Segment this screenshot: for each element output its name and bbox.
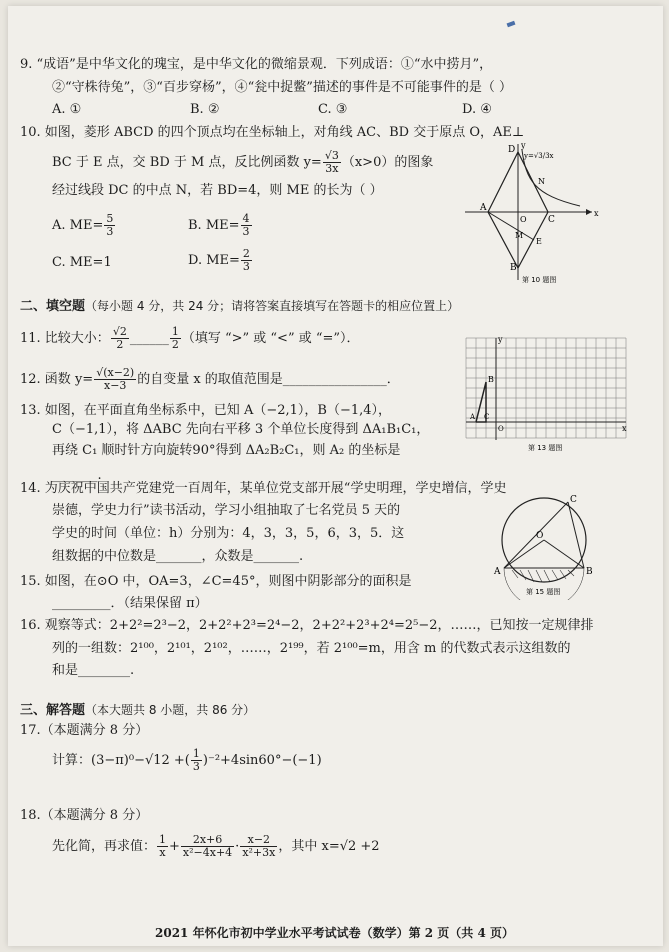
q15-line2: _________．（结果保留 π） (52, 596, 208, 611)
q9-line2: ②“守株待兔”，③“百步穿杨”，④“瓮中捉鳖”描述的事件是不可能事件的是（ ） (52, 80, 513, 95)
q14-line4: 组数据的中位数是_______，众数是_______. (52, 549, 304, 564)
section2-heading: 二、填空题（每小题 4 分，共 24 分；请将答案直接填写在答题卡的相应位置上） (20, 299, 460, 314)
svg-text:B: B (488, 375, 494, 384)
q17-head: 17.（本题满分 8 分） (20, 723, 149, 738)
q10-option-c: C. ME=1 (52, 255, 112, 270)
svg-text:x: x (622, 424, 627, 433)
svg-text:B: B (510, 263, 517, 273)
svg-text:O: O (520, 215, 527, 224)
svg-text:C: C (484, 413, 490, 421)
q14-line3: 学史的时间（单位：h）分别为：4，3，3，5，6，3，5．这 (52, 526, 405, 541)
q10-fraction: $\frac{√3}{3x}$ (324, 149, 339, 175)
svg-text:O: O (498, 425, 504, 433)
svg-text:y: y (498, 335, 503, 344)
figure-10-caption: 第 10 题图 (522, 276, 557, 284)
figure-10-rhombus (460, 140, 600, 290)
q16-line2: 列的一组数：2¹⁰⁰，2¹⁰¹，2¹⁰²，……，2¹⁹⁹，若 2¹⁰⁰=m，用含 m 的代数式表示这组数的 (52, 641, 571, 656)
q13-line4: _______. (52, 468, 102, 483)
figure-13-grid (462, 332, 632, 454)
q9-option-c: C. ③ (318, 102, 348, 117)
q13-line2: C（−1,1），将 ΔABC 先向右平移 3 个单位长度得到 ΔA₁B₁C₁， (52, 422, 430, 437)
q13-line3: 再绕 C₁ 顺时针方向旋转90°得到 ΔA₂B₂C₁，则 A₂ 的坐标是 (52, 443, 401, 458)
q15-line1: 15. 如图，在⊙O 中，OA=3，∠C=45°，则图中阴影部分的面积是 (20, 574, 412, 589)
svg-text:C: C (570, 495, 577, 505)
section3-heading: 三、解答题（本大题共 8 小题，共 86 分） (20, 703, 256, 718)
q18-head: 18.（本题满分 8 分） (20, 808, 149, 823)
q16-line3: 和是________. (52, 663, 135, 678)
svg-text:y: y (521, 141, 526, 150)
svg-text:A: A (470, 413, 476, 421)
svg-text:N: N (538, 177, 545, 186)
svg-text:y=√3/3x: y=√3/3x (524, 152, 554, 160)
svg-text:x: x (594, 209, 599, 218)
page-footer: 2021 年怀化市初中学业水平考试试卷（数学）第 2 页（共 4 页） (155, 926, 514, 940)
q14-line2: 崇德，学史力行”读书活动，学习小组抽取了七名党员 5 天的 (52, 503, 401, 518)
q10-option-d: D. ME= $\frac{2}{3}$ (188, 247, 250, 273)
q11-line: 11. 比较大小： $\frac{√2}{2}$ ______ $\frac{1}{2}$ （填写 “>” 或 “<” 或 “=”）． (20, 325, 360, 351)
q10-line1: 10. 如图，菱形 ABCD 的四个顶点均在坐标轴上，对角线 AC、BD 交于原点 O，AE⊥ (20, 125, 525, 140)
q9-option-d: D. ④ (462, 102, 492, 117)
q16-line1: 16. 观察等式：2+2²=2³−2，2+2²+2³=2⁴−2，2+2²+2³+2⁴=2⁵−2，……，已知按一定规律排 (20, 618, 594, 633)
svg-text:A: A (480, 203, 487, 213)
svg-text:A: A (494, 567, 501, 577)
q10-line3: 经过线段 DC 的中点 N，若 BD=4，则 ME 的长为（ ） (52, 183, 383, 198)
q17-expression: 计算：(3−π)⁰−√12 +( $\frac{1}{3}$ )⁻²+4sin60°−(−1) (52, 747, 322, 773)
q9-option-b: B. ② (190, 102, 220, 117)
figure-13-caption: 第 13 题图 (528, 444, 563, 452)
q10-line2: BC 于 E 点，交 BD 于 M 点，反比例函数 y= $\frac{√3}{3x}$ （x>0）的图象 (52, 149, 434, 175)
figure-15-circle (490, 490, 600, 600)
q9-line1: 9. “成语”是中华文化的瑰宝，是中华文化的微缩景观．下列成语：①“水中捞月”， (20, 57, 493, 72)
q13-line1: 13. 如图，在平面直角坐标系中，已知 A（−2,1），B（−1,4）， (20, 403, 392, 418)
q18-expression: 先化简，再求值： $\frac{1}{x}$ + $\frac{2x+6}{\text{x²−4x+4}}$ · $\frac{x-2}{\text{x²+3x}}$ ，其中 x=√2 +2 (52, 833, 380, 859)
svg-text:C: C (548, 215, 555, 225)
svg-text:D: D (508, 145, 516, 155)
svg-text:E: E (536, 237, 542, 246)
svg-text:B: B (586, 567, 593, 577)
q9-option-a: A. ① (52, 102, 82, 117)
q14-line1: 14. 为庆祝中国共产党建党一百周年，某单位党支部开展“学史明理，学史增信，学史 (20, 481, 507, 496)
svg-text:O: O (536, 531, 544, 541)
q12-line: 12. 函数 y= $\frac{√(x-2)}{x-3}$ 的自变量 x 的取值范围是________________． (20, 366, 400, 392)
q10-option-b: B. ME= $\frac{4}{3}$ (188, 212, 250, 238)
svg-text:M: M (515, 231, 524, 240)
figure-15-caption: 第 15 题图 (526, 588, 561, 596)
q10-option-a: A. ME= $\frac{5}{3}$ (52, 212, 114, 238)
